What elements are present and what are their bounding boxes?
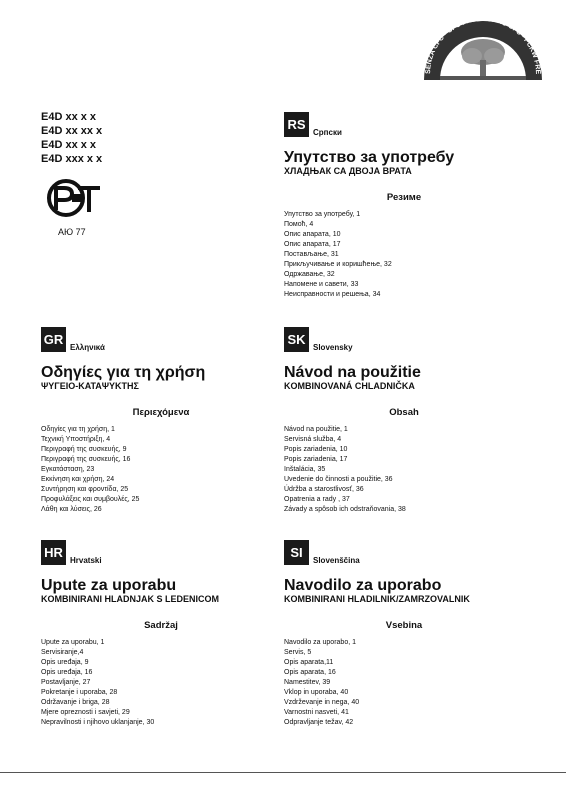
manual-title: Upute za uporabu [41, 577, 177, 594]
toc-item: Прикључивање и коришћење, 32 [284, 261, 392, 268]
toc-item: Προφυλάξεις και συμβουλές, 25 [41, 496, 140, 503]
language-name: Српски [313, 128, 342, 137]
section-hr [41, 540, 291, 728]
model-code: E4D xx x x [41, 139, 97, 151]
pct-certification-icon [42, 178, 102, 218]
toc-item: Λάθη και λύσεις, 26 [41, 506, 102, 513]
toc-item: Εγκατάσταση, 23 [41, 466, 95, 473]
toc-item: Συντήρηση και φροντίδα, 25 [41, 486, 129, 493]
manual-subtitle: ХЛАДЊАК СА ДВОЈА ВРАТА [284, 166, 412, 176]
toc-item: Údržba a starostlivosť, 36 [284, 486, 364, 493]
toc-item: Τεχνική Υποστήριξη, 4 [41, 436, 111, 443]
toc-item: Závady a spôsob ich odstraňovania, 38 [284, 506, 406, 513]
table-of-contents [41, 638, 291, 728]
toc-item: Opatrenia a rady , 37 [284, 496, 350, 503]
manual-subtitle: ΨΥΓΕΙΟ-ΚΑΤΑΨΥΚΤΗΣ [41, 381, 139, 391]
toc-item: Opis aparata,11 [284, 659, 334, 666]
toc-item: Опис апарата, 17 [284, 241, 341, 248]
manual-title: Упутство за употребу [284, 149, 455, 166]
seal-text: SENZA CFC - CFC FREE - SANS CFC - FCKW FRE [424, 15, 542, 75]
toc-item: Напомене и савети, 33 [284, 281, 359, 288]
model-code: E4D xxx x x [41, 153, 103, 165]
section-sk [284, 327, 534, 515]
manual-title: Οδηγίες για τη χρήση [41, 364, 206, 381]
manual-subtitle: KOMBINIRANI HLADILNIK/ZAMRZOVALNIK [284, 594, 470, 604]
toc-heading: Sadržaj [144, 620, 178, 631]
model-code: E4D xx xx x [41, 125, 103, 137]
toc-item: Varnostni nasveti, 41 [284, 709, 349, 716]
toc-item: Opis uređaja, 16 [41, 669, 93, 676]
language-code-badge: SI [284, 540, 309, 565]
cfc-free-seal [420, 8, 546, 84]
language-name: Hrvatski [70, 556, 102, 565]
toc-heading: Vsebina [385, 620, 423, 631]
table-of-contents [41, 425, 291, 515]
toc-item: Opis uređaja, 9 [41, 659, 89, 666]
toc-item: Опис апарата, 10 [284, 231, 341, 238]
table-of-contents [284, 210, 534, 300]
toc-heading: Obsah [389, 407, 419, 418]
manual-subtitle: KOMBINIRANI HLADNJAK S LEDENICOM [41, 594, 220, 604]
toc-item: Opis aparata, 16 [284, 669, 336, 676]
toc-item: Upute za uporabu, 1 [41, 639, 105, 646]
toc-item: Помоћ, 4 [284, 221, 314, 228]
toc-item: Popis zariadenia, 10 [284, 446, 348, 453]
language-code-badge: RS [284, 112, 309, 137]
certification-code: АЮ 77 [58, 227, 86, 237]
toc-item: Servis, 5 [284, 649, 312, 656]
toc-item: Inštalácia, 35 [284, 466, 326, 473]
language-name: Slovensky [313, 343, 353, 352]
language-code-badge: HR [41, 540, 66, 565]
model-list [41, 110, 102, 166]
manual-title: Navodilo za uporabo [284, 577, 442, 594]
toc-item: Οδηγίες για τη χρήση, 1 [41, 426, 115, 433]
toc-item: Упутство за употребу, 1 [284, 211, 361, 218]
section-gr [41, 327, 291, 515]
toc-item: Održavanje i briga, 28 [41, 699, 110, 706]
toc-heading: Περιεχόμενα [132, 407, 190, 418]
toc-item: Navodilo za uporabo, 1 [284, 639, 356, 646]
toc-item: Postavljanje, 27 [41, 679, 91, 686]
table-of-contents [284, 638, 534, 728]
toc-item: Nepravilnosti i njihovo uklanjanje, 30 [41, 719, 155, 726]
toc-item: Vklop in uporaba, 40 [284, 689, 349, 696]
section-rs [284, 112, 534, 300]
toc-item: Περιγραφή της συσκευής, 9 [41, 446, 127, 453]
toc-item: Odpravljanje težav, 42 [284, 719, 354, 726]
section-si [284, 540, 534, 728]
toc-item: Vzdrževanje in nega, 40 [284, 699, 360, 706]
model-code: E4D xx x x [41, 111, 97, 123]
footer-divider [0, 772, 566, 773]
language-code-badge: SK [284, 327, 309, 352]
manual-title: Návod na použitie [284, 364, 421, 381]
toc-item: Pokretanje i uporaba, 28 [41, 689, 118, 696]
toc-item: Servisná služba, 4 [284, 436, 342, 443]
toc-item: Неисправности и решења, 34 [284, 291, 381, 298]
toc-item: Návod na použitie, 1 [284, 426, 348, 433]
toc-item: Постављање, 31 [284, 251, 339, 258]
language-name: Ελληνικά [70, 343, 105, 352]
toc-item: Uvedenie do činnosti a použitie, 36 [284, 476, 393, 483]
language-code-badge: GR [41, 327, 66, 352]
manual-subtitle: KOMBINOVANÁ CHLADNIČKA [284, 381, 415, 391]
toc-item: Servisiranje,4 [41, 649, 84, 656]
toc-item: Περιγραφή της συσκευής, 16 [41, 456, 131, 463]
toc-item: Εκκίνηση και χρήση, 24 [41, 476, 115, 483]
language-name: Slovenščina [313, 556, 360, 565]
toc-item: Namestitev, 39 [284, 679, 331, 686]
toc-heading: Резиме [386, 192, 422, 203]
toc-item: Mjere opreznosti i savjeti, 29 [41, 709, 130, 716]
toc-item: Одржавање, 32 [284, 271, 335, 278]
table-of-contents [284, 425, 534, 515]
toc-item: Popis zariadenia, 17 [284, 456, 348, 463]
